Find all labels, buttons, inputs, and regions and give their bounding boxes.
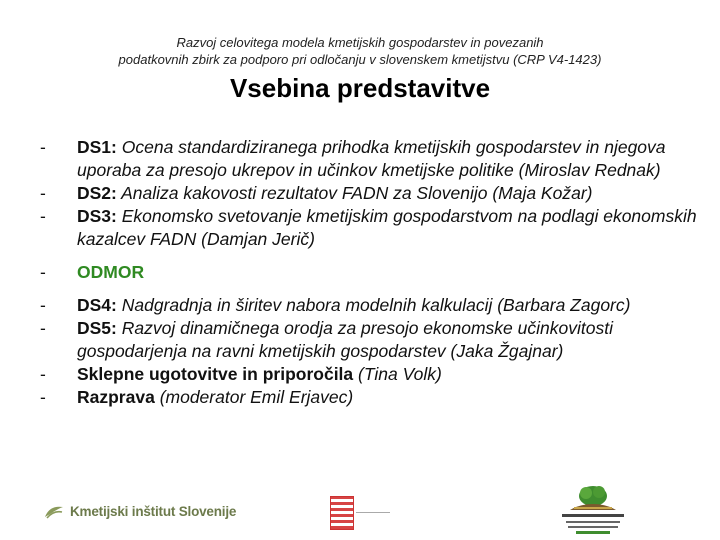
rural-development-logo	[548, 480, 638, 536]
agenda-item-ds1	[40, 136, 720, 182]
agenda-item-ds3	[40, 205, 720, 251]
break-label: ODMOR	[77, 262, 145, 282]
agenda-item-ds2	[40, 182, 720, 205]
item-text: (Tina Volk)	[353, 364, 442, 384]
list-dash: -	[40, 183, 46, 203]
item-label: Sklepne ugotovitve in priporočila	[77, 364, 354, 384]
header-line-2: podatkovnih zbirk za podporo pri odločanju v slovenskem kmetijstvu (CRP V4-1423)	[118, 52, 602, 67]
header-line-1: Razvoj celovitega modela kmetijskih gospodarstev in povezanih	[176, 35, 544, 50]
project-header	[0, 34, 720, 68]
agenda-item-discussion	[40, 386, 720, 409]
list-dash: -	[40, 387, 46, 407]
item-label: DS2:	[77, 183, 117, 203]
item-text: Analiza kakovosti rezultatov FADN za Slovenijo (Maja Kožar)	[116, 183, 593, 203]
institute-name: Kmetijski inštitut Slovenije	[70, 504, 237, 519]
list-dash: -	[40, 262, 46, 282]
footer-logos	[0, 480, 720, 540]
item-label: DS5:	[77, 318, 117, 338]
item-text: Ocena standardiziranega prihodka kmetijskih gospodarstev in njegova uporaba za presojo ukrepov in učinkov kmetijske politike (Miroslav Rednak)	[77, 137, 666, 180]
institute-logo	[44, 504, 236, 519]
item-label: DS1:	[77, 137, 117, 157]
list-dash: -	[40, 364, 46, 384]
list-dash: -	[40, 318, 46, 338]
item-label: DS3:	[77, 206, 117, 226]
agenda-item-break	[40, 261, 720, 284]
list-dash: -	[40, 206, 46, 226]
list-dash: -	[40, 295, 46, 315]
item-text: Razvoj dinamičnega orodja za presojo ekonomske učinkovitosti gospodarjenja na ravni kmetijskih gospodarstev (Jaka Žgajnar)	[77, 318, 613, 361]
item-text: Ekonomsko svetovanje kmetijskim gospodarstvom na podlagi ekonomskih kazalcev FADN (Damjan Jerič)	[77, 206, 697, 249]
agenda-item-ds5	[40, 317, 720, 363]
ministry-logo	[330, 490, 392, 534]
agenda-item-conclusions	[40, 363, 720, 386]
agenda-list	[40, 136, 720, 409]
item-text: Nadgradnja in širitev nabora modelnih kalkulacij (Barbara Zagorc)	[116, 295, 631, 315]
item-label: DS4:	[77, 295, 117, 315]
agenda-item-ds4	[40, 294, 720, 317]
item-label: Razprava	[77, 387, 155, 407]
wheat-leaf-icon	[44, 505, 64, 519]
item-text: (moderator Emil Erjavec)	[154, 387, 354, 407]
slide-title: Vsebina predstavitve	[229, 73, 491, 103]
list-dash: -	[40, 137, 46, 157]
flag-emblem-icon	[330, 496, 354, 530]
